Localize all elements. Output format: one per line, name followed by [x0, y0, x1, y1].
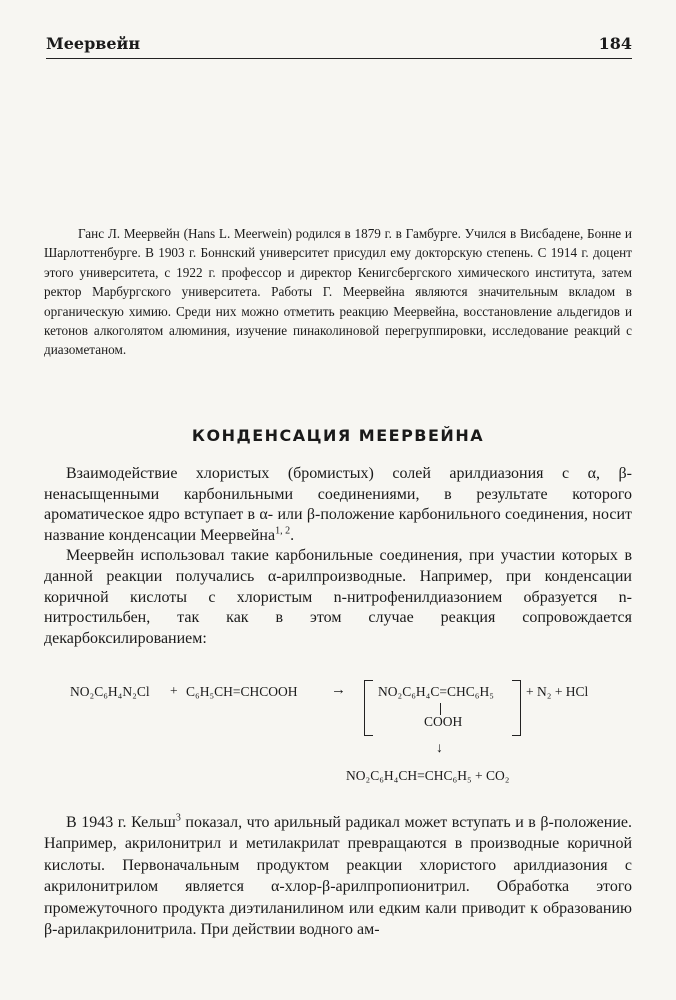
- left-bracket: [364, 680, 373, 736]
- paragraph-definition-text: Взаимодействие хлористых (бромистых) солей арилдиазония с α, β-ненасыщенными карбонильными соединениями, в результате которого ароматическое ядро вступает в α- или β-положение карбонильного соединения, носит название конденсации Меервейна: [44, 465, 632, 544]
- reaction-arrow: →: [331, 682, 346, 698]
- paragraph-example: Меервейн использовал такие карбонильные соединения, при участии которых в данной реакции получались α-арилпроизводные. Например, при конденсации коричной кислоты с хлористым n-нитрофенилдиазонием образуется n-нитростильбен, так как в этом случае реакция сопровождается декарбоксилированием:: [44, 547, 632, 647]
- reactant-diazonium: NO₂C₆H₄N₂Cl: [70, 684, 150, 699]
- intermediate-formula: NO₂C₆H₄C=CHC₆H₅: [378, 684, 494, 699]
- intro-paragraphs: [44, 464, 632, 649]
- biography-note: [44, 224, 632, 360]
- paragraph-kelsh: [44, 812, 632, 940]
- paragraph-kelsh-rest: показал, что арильный радикал может вступать и в β-положение. Например, акрилонитрил и метилакрилат превращаются в производные коричной кислоты. Первоначальным продуктом реакции хлористого арилдиазония с акрилонитрилом является α-хлор-β-арилпропионитрил. Обработка этого промежуточного продукта диэтиланилином или едким кали приводит к образованию β-арилакрилонитрила. При действии водного ам-: [44, 814, 632, 939]
- paragraph-kelsh-text: [44, 812, 632, 940]
- reactant-cinnamic-acid: C₆H₅CH=CHCOOH: [186, 684, 298, 699]
- reference-marks: 1, 2: [275, 525, 291, 537]
- plus-sign: +: [170, 683, 178, 698]
- paragraph-definition-end: .: [290, 526, 295, 544]
- paragraph-definition: [44, 464, 632, 546]
- intermediate-carboxyl: COOH: [424, 714, 463, 729]
- paragraph-kelsh-start: В 1943 г. Кельш: [66, 814, 176, 831]
- reference-mark: 3: [175, 812, 181, 824]
- page-number: 184: [598, 34, 632, 53]
- right-bracket: [512, 680, 521, 736]
- down-arrow: ↓: [436, 741, 443, 756]
- biography-text: Ганс Л. Меервейн (Hans L. Meerwein) родился в 1879 г. в Гамбурге. Учился в Висбадене, Бонне и Шарлоттенбурге. В 1903 г. Боннский университет присудил ему докторскую степень. С 1914 г. доцент этого университета, с 1922 г. профессор и директор Кенигсбергского химического института, затем ректор Марбургского университета. Работы Г. Меервейна являются значительным вкладом в органическую химию. Среди них можно отметить реакцию Меервейна, восстановление альдегидов и кетонов алкоголятом алюминия, изучение пинаколиновой перегруппировки, исследование реакций с диазометаном.: [44, 226, 632, 358]
- byproducts: + N₂ + HCl: [526, 684, 589, 699]
- section-title: КОНДЕНСАЦИЯ МЕЕРВЕЙНА: [191, 426, 485, 445]
- running-header: [46, 32, 632, 59]
- product-formula: NO₂C₆H₄CH=CHC₆H₅ + CO₂: [346, 768, 510, 783]
- header-title: Меервейн: [46, 34, 141, 53]
